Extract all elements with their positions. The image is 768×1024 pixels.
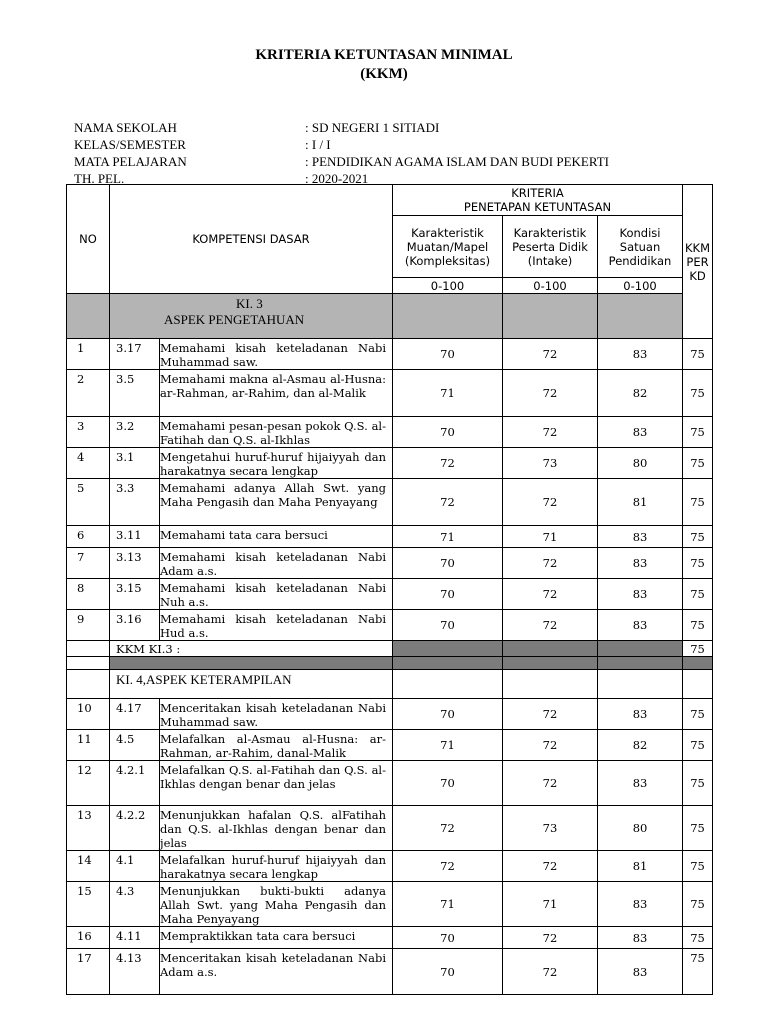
header-kriteria-line2: PENETAPAN KETUNTASAN bbox=[463, 200, 612, 214]
ki3-rows bbox=[67, 339, 713, 641]
info-label: MATA PELAJARAN bbox=[74, 154, 187, 169]
row-number: 16 bbox=[67, 927, 110, 949]
section-cell bbox=[393, 670, 503, 699]
kkm-ki3-shade bbox=[598, 641, 683, 657]
section-ki3-title: KI. 3 bbox=[236, 296, 263, 311]
value-kompleksitas: 72 bbox=[393, 448, 503, 479]
kd-description: Menunjukkan bukti-bukti adanya Allah Swt. yang Maha Pengasih dan Maha Penyayang bbox=[160, 882, 393, 927]
kd-code: 4.2.1 bbox=[110, 761, 160, 806]
row-number: 15 bbox=[67, 882, 110, 927]
kkm-ki3-shade bbox=[503, 641, 598, 657]
value-intake: 72 bbox=[503, 699, 598, 730]
value-intake: 71 bbox=[503, 882, 598, 927]
row-number: 17 bbox=[67, 949, 110, 995]
value-satuan: 83 bbox=[598, 548, 683, 579]
kd-description: Melafalkan Q.S. al-Fatihah dan Q.S. al-Ikhlas dengan benar dan jelas bbox=[160, 761, 393, 806]
kd-description: Melafalkan huruf-huruf hijaiyyah dan harakatnya secara lengkap bbox=[160, 851, 393, 882]
section-cell bbox=[503, 670, 598, 699]
table-row bbox=[67, 417, 713, 448]
value-satuan: 82 bbox=[598, 730, 683, 761]
info-value: : I / I bbox=[305, 137, 331, 152]
value-kkm: 75 bbox=[683, 448, 713, 479]
value-kkm: 75 bbox=[683, 610, 713, 641]
value-kkm: 75 bbox=[683, 882, 713, 927]
kd-description: Memahami kisah keteladanan Nabi Muhammad saw. bbox=[160, 339, 393, 370]
table-row bbox=[67, 806, 713, 851]
value-satuan: 80 bbox=[598, 448, 683, 479]
value-intake: 73 bbox=[503, 448, 598, 479]
table-row bbox=[67, 882, 713, 927]
header-intake: Karakteristik Peserta Didik (Intake) bbox=[503, 216, 598, 278]
value-satuan: 82 bbox=[598, 370, 683, 417]
range-label: 0-100 bbox=[503, 278, 598, 294]
kd-description: Memahami kisah keteladanan Nabi Hud a.s. bbox=[160, 610, 393, 641]
table-row bbox=[67, 610, 713, 641]
table-row bbox=[67, 479, 713, 526]
value-kkm: 75 bbox=[683, 699, 713, 730]
kd-code: 4.3 bbox=[110, 882, 160, 927]
value-intake: 72 bbox=[503, 730, 598, 761]
kd-code: 4.11 bbox=[110, 927, 160, 949]
kd-description: Memahami kisah keteladanan Nabi Adam a.s. bbox=[160, 548, 393, 579]
value-kkm: 75 bbox=[683, 851, 713, 882]
value-kkm: 75 bbox=[683, 339, 713, 370]
kkm-table bbox=[66, 184, 713, 995]
range-label: 0-100 bbox=[393, 278, 503, 294]
value-kkm: 75 bbox=[683, 526, 713, 548]
kd-code: 3.15 bbox=[110, 579, 160, 610]
value-kompleksitas: 70 bbox=[393, 548, 503, 579]
section-ki3 bbox=[110, 294, 393, 339]
value-satuan: 83 bbox=[598, 417, 683, 448]
range-label: 0-100 bbox=[598, 278, 683, 294]
spacer-shade bbox=[683, 657, 713, 670]
kd-code: 4.17 bbox=[110, 699, 160, 730]
row-number: 2 bbox=[67, 370, 110, 417]
row-number: 3 bbox=[67, 417, 110, 448]
section-cell bbox=[393, 294, 503, 339]
row-number: 7 bbox=[67, 548, 110, 579]
value-intake: 72 bbox=[503, 548, 598, 579]
row-number: 1 bbox=[67, 339, 110, 370]
value-kompleksitas: 70 bbox=[393, 579, 503, 610]
value-satuan: 81 bbox=[598, 851, 683, 882]
value-intake: 72 bbox=[503, 927, 598, 949]
kd-description: Menceritakan kisah keteladanan Nabi Adam a.s. bbox=[160, 949, 393, 995]
value-kkm: 75 bbox=[683, 761, 713, 806]
header-kkm-per-kd: KKM PER KD bbox=[683, 185, 713, 339]
table-row bbox=[67, 851, 713, 882]
value-satuan: 83 bbox=[598, 761, 683, 806]
value-satuan: 83 bbox=[598, 526, 683, 548]
kd-code: 3.13 bbox=[110, 548, 160, 579]
value-satuan: 81 bbox=[598, 479, 683, 526]
spacer-shade bbox=[503, 657, 598, 670]
kd-description: Melafalkan al-Asmau al-Husna: ar-Rahman, ar-Rahim, danal-Malik bbox=[160, 730, 393, 761]
header-satuan-pendidikan: Kondisi Satuan Pendidikan bbox=[598, 216, 683, 278]
table-row bbox=[67, 548, 713, 579]
section-cell bbox=[598, 294, 683, 339]
value-kompleksitas: 70 bbox=[393, 339, 503, 370]
value-kkm: 75 bbox=[683, 548, 713, 579]
school-info bbox=[74, 119, 714, 187]
info-value: : PENDIDIKAN AGAMA ISLAM DAN BUDI PEKERTI bbox=[305, 154, 609, 169]
header-kompleksitas: Karakteristik Muatan/Mapel (Kompleksitas) bbox=[393, 216, 503, 278]
kd-description: Memahami tata cara bersuci bbox=[160, 526, 393, 548]
value-intake: 73 bbox=[503, 806, 598, 851]
value-kkm: 75 bbox=[683, 730, 713, 761]
spacer-shade bbox=[598, 657, 683, 670]
value-intake: 71 bbox=[503, 526, 598, 548]
section-cell bbox=[683, 670, 713, 699]
value-satuan: 83 bbox=[598, 579, 683, 610]
value-intake: 72 bbox=[503, 949, 598, 995]
value-intake: 72 bbox=[503, 417, 598, 448]
kd-code: 4.5 bbox=[110, 730, 160, 761]
value-satuan: 83 bbox=[598, 699, 683, 730]
kd-code: 4.1 bbox=[110, 851, 160, 882]
row-number: 9 bbox=[67, 610, 110, 641]
spacer-cell bbox=[67, 657, 110, 670]
value-kompleksitas: 70 bbox=[393, 949, 503, 995]
value-intake: 72 bbox=[503, 851, 598, 882]
kd-code: 3.3 bbox=[110, 479, 160, 526]
table-row bbox=[67, 370, 713, 417]
kkm-ki3-value: 75 bbox=[683, 641, 713, 657]
value-kompleksitas: 70 bbox=[393, 927, 503, 949]
value-intake: 72 bbox=[503, 761, 598, 806]
section-cell bbox=[67, 670, 110, 699]
kkm-ki3-label: KKM KI.3 : bbox=[110, 641, 393, 657]
header-kriteria-line1: KRITERIA bbox=[511, 186, 564, 200]
row-number: 6 bbox=[67, 526, 110, 548]
value-kompleksitas: 70 bbox=[393, 417, 503, 448]
value-kompleksitas: 70 bbox=[393, 761, 503, 806]
value-kkm: 75 bbox=[683, 927, 713, 949]
table-row bbox=[67, 579, 713, 610]
value-intake: 72 bbox=[503, 479, 598, 526]
value-kompleksitas: 71 bbox=[393, 730, 503, 761]
table-row bbox=[67, 699, 713, 730]
value-kkm: 75 bbox=[683, 370, 713, 417]
info-label: TH. PEL. bbox=[74, 171, 125, 186]
kd-code: 3.5 bbox=[110, 370, 160, 417]
kd-description: Memahami pesan-pesan pokok Q.S. al-Fatihah dan Q.S. al-Ikhlas bbox=[160, 417, 393, 448]
value-kompleksitas: 70 bbox=[393, 699, 503, 730]
table-row bbox=[67, 927, 713, 949]
info-row-class bbox=[74, 136, 714, 153]
kd-code: 3.16 bbox=[110, 610, 160, 641]
kd-description: Menunjukkan hafalan Q.S. alFatihah dan Q.S. al-Ikhlas dengan benar dan jelas bbox=[160, 806, 393, 851]
kd-code: 3.17 bbox=[110, 339, 160, 370]
document-title: KRITERIA KETUNTASAN MINIMAL bbox=[255, 47, 513, 63]
table-row bbox=[67, 339, 713, 370]
row-number: 14 bbox=[67, 851, 110, 882]
value-kompleksitas: 72 bbox=[393, 851, 503, 882]
document-subtitle: (KKM) bbox=[360, 66, 408, 82]
row-number: 5 bbox=[67, 479, 110, 526]
ki4-rows bbox=[67, 699, 713, 995]
table-row bbox=[67, 949, 713, 995]
kkm-ki3-shade bbox=[393, 641, 503, 657]
info-value: : 2020-2021 bbox=[305, 171, 369, 186]
row-number: 12 bbox=[67, 761, 110, 806]
spacer-shade bbox=[393, 657, 503, 670]
table-row bbox=[67, 526, 713, 548]
value-satuan: 83 bbox=[598, 949, 683, 995]
kd-description: Menceritakan kisah keteladanan Nabi Muhammad saw. bbox=[160, 699, 393, 730]
section-ki3-subtitle: ASPEK PENGETAHUAN bbox=[164, 312, 305, 327]
info-row-subject bbox=[74, 153, 714, 170]
table-row bbox=[67, 730, 713, 761]
value-intake: 72 bbox=[503, 339, 598, 370]
row-number: 4 bbox=[67, 448, 110, 479]
info-row-school bbox=[74, 119, 714, 136]
value-satuan: 83 bbox=[598, 610, 683, 641]
value-satuan: 83 bbox=[598, 927, 683, 949]
value-kkm: 75 bbox=[683, 579, 713, 610]
info-label: KELAS/SEMESTER bbox=[74, 137, 186, 152]
kd-code: 4.2.2 bbox=[110, 806, 160, 851]
kd-description: Memahami kisah keteladanan Nabi Nuh a.s. bbox=[160, 579, 393, 610]
value-kompleksitas: 71 bbox=[393, 370, 503, 417]
section-cell bbox=[598, 670, 683, 699]
value-satuan: 80 bbox=[598, 806, 683, 851]
value-kkm: 75 bbox=[683, 949, 713, 995]
table-row bbox=[67, 761, 713, 806]
row-number: 10 bbox=[67, 699, 110, 730]
row-number: 11 bbox=[67, 730, 110, 761]
row-number: 8 bbox=[67, 579, 110, 610]
kd-code: 3.11 bbox=[110, 526, 160, 548]
value-intake: 72 bbox=[503, 370, 598, 417]
kd-description: Memahami adanya Allah Swt. yang Maha Pengasih dan Maha Penyayang bbox=[160, 479, 393, 526]
value-kkm: 75 bbox=[683, 417, 713, 448]
spacer-shade bbox=[110, 657, 393, 670]
kd-description: Mempraktikkan tata cara bersuci bbox=[160, 927, 393, 949]
value-kkm: 75 bbox=[683, 479, 713, 526]
kkm-ki3-blank bbox=[67, 641, 110, 657]
header-no: NO bbox=[67, 185, 110, 294]
kd-code: 4.13 bbox=[110, 949, 160, 995]
value-kompleksitas: 71 bbox=[393, 882, 503, 927]
header-kriteria bbox=[393, 185, 683, 216]
value-satuan: 83 bbox=[598, 339, 683, 370]
row-number: 13 bbox=[67, 806, 110, 851]
info-label: NAMA SEKOLAH bbox=[74, 120, 177, 135]
value-kompleksitas: 70 bbox=[393, 610, 503, 641]
header-kompetensi-dasar: KOMPETENSI DASAR bbox=[110, 185, 393, 294]
info-value: : SD NEGERI 1 SITIADI bbox=[305, 120, 440, 135]
kd-description: Mengetahui huruf-huruf hijaiyyah dan harakatnya secara lengkap bbox=[160, 448, 393, 479]
section-ki4-title: KI. 4,ASPEK KETERAMPILAN bbox=[110, 670, 393, 699]
value-intake: 72 bbox=[503, 610, 598, 641]
value-satuan: 83 bbox=[598, 882, 683, 927]
value-kompleksitas: 71 bbox=[393, 526, 503, 548]
value-intake: 72 bbox=[503, 579, 598, 610]
section-cell bbox=[67, 294, 110, 339]
value-kkm: 75 bbox=[683, 806, 713, 851]
table-row bbox=[67, 448, 713, 479]
kd-code: 3.2 bbox=[110, 417, 160, 448]
kd-description: Memahami makna al-Asmau al-Husna: ar-Rahman, ar-Rahim, dan al-Malik bbox=[160, 370, 393, 417]
value-kompleksitas: 72 bbox=[393, 479, 503, 526]
section-cell bbox=[503, 294, 598, 339]
value-kompleksitas: 72 bbox=[393, 806, 503, 851]
kd-code: 3.1 bbox=[110, 448, 160, 479]
